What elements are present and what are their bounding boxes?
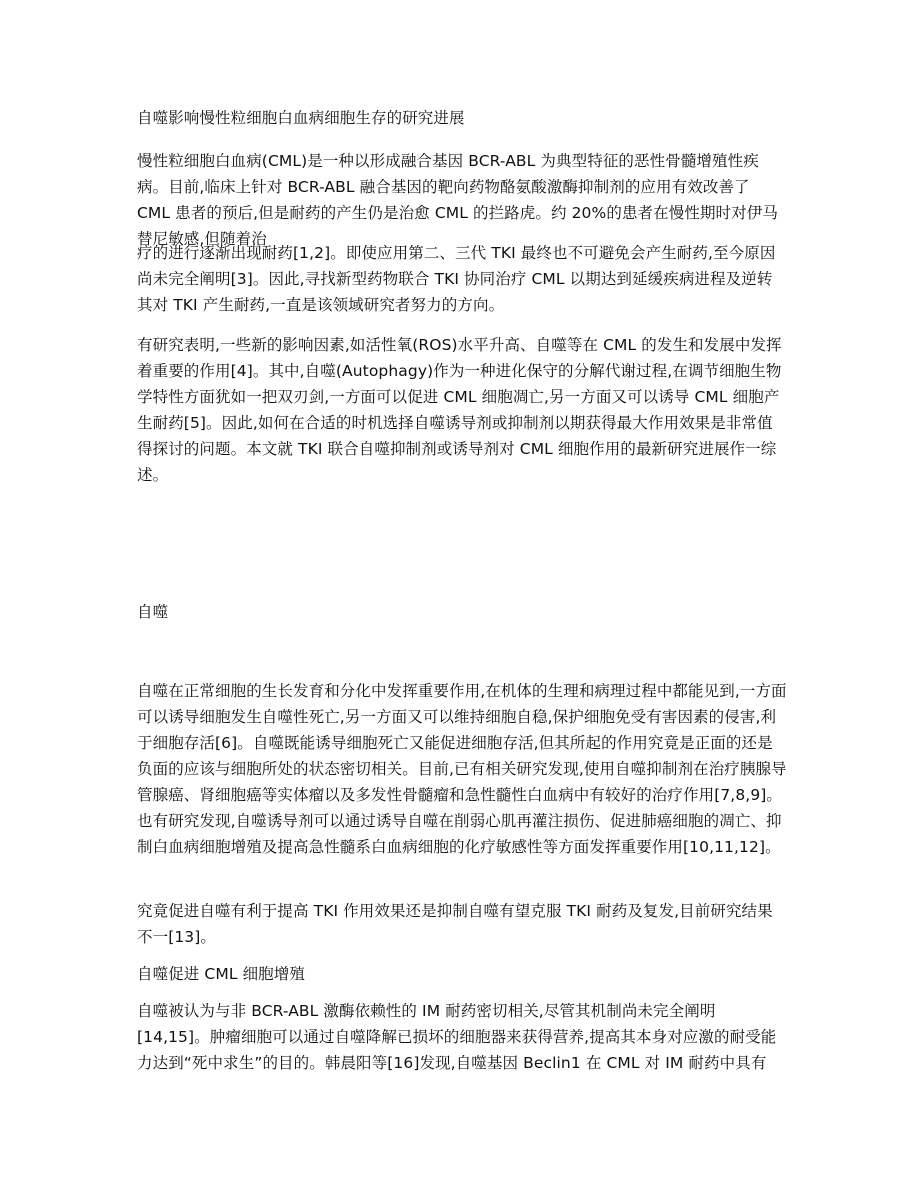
intro-paragraph-2: 疗的进行逐渐出现耐药[1,2]。即使应用第二、三代 TKI 最终也不可避免会产生耐药,至今原因尚未完全阐明[3]。因此,寻找新型药物联合 TKI 协同治疗 CML 以期达到延缓疾病进程及逆转其对 TKI 产生耐药,一直是该领域研究者努力的方向。 [137, 244, 776, 314]
section-heading-autophagy: 自噬 [137, 603, 169, 621]
intro-paragraph-3: 有研究表明,一些新的影响因素,如活性氧(ROS)水平升高、自噬等在 CML 的发生和发展中发挥着重要的作用[4]。其中,自噬(Autophagy)作为一种进化保守的分解代谢过程,在调节细胞生物学特性方面犹如一把双刃剑,一方面可以促进 CML 细胞凋亡,另一方面又可以诱导 CML 细胞产生耐药[5]。因此,如何在合适的时机选择自噬诱导剂或抑制剂以期获得最大作用效果是非常值得探讨的问题。本文就 TKI 联合自噬抑制剂或诱导剂对 CML 细胞作用的最新研究进展作一综述。 [137, 336, 782, 484]
intro-paragraph-1: 慢性粒细胞白血病(CML)是一种以形成融合基因 BCR-ABL 为典型特征的恶性骨髓增殖性疾病。目前,临床上针对 BCR-ABL 融合基因的靶向药物酪氨酸激酶抑制剂的应用有效改善了 CML 患者的预后,但是耐药的产生仍是治愈 CML 的拦路虎。约 20%的患者在慢性期时对伊马替尼敏感,但随着治 [137, 152, 778, 248]
autophagy-paragraph-2: 究竟促进自噬有利于提高 TKI 作用效果还是抑制自噬有望克服 TKI 耐药及复发,目前研究结果不一[13]。 [137, 902, 773, 946]
promotes-paragraph-1: 自噬被认为与非 BCR-ABL 激酶依赖性的 IM 耐药密切相关,尽管其机制尚未完全阐明[14,15]。肿瘤细胞可以通过自噬降解已损坏的细胞器来获得营养,提高其本身对应激的耐受能力达到“死中求生”的目的。韩晨阳等[16]发现,自噬基因 Beclin1 在 CML 对 IM 耐药中具有 [137, 1002, 777, 1072]
autophagy-paragraph-1: 自噬在正常细胞的生长发育和分化中发挥重要作用,在机体的生理和病理过程中都能见到,一方面可以诱导细胞发生自噬性死亡,另一方面又可以维持细胞自稳,保护细胞免受有害因素的侵害,利于细胞存活[6]。自噬既能诱导细胞死亡又能促进细胞存活,但其所起的作用究竟是正面的还是负面的应该与细胞所处的状态密切相关。目前,已有相关研究发现,使用自噬抑制剂在治疗胰腺导管腺癌、肾细胞癌等实体瘤以及多发性骨髓瘤和急性髓性白血病中有较好的治疗作用[7,8,9]。也有研究发现,自噬诱导剂可以通过诱导自噬在削弱心肌再灌注损伤、促进肺癌细胞的凋亡、抑制白血病细胞增殖及提高急性髓系白血病细胞的化疗敏感性等方面发挥重要作用[10,11,12]。 [137, 682, 787, 856]
section-heading-autophagy-promotes: 自噬促进 CML 细胞增殖 [137, 965, 305, 983]
document-title: 自噬影响慢性粒细胞白血病细胞生存的研究进展 [137, 109, 465, 127]
